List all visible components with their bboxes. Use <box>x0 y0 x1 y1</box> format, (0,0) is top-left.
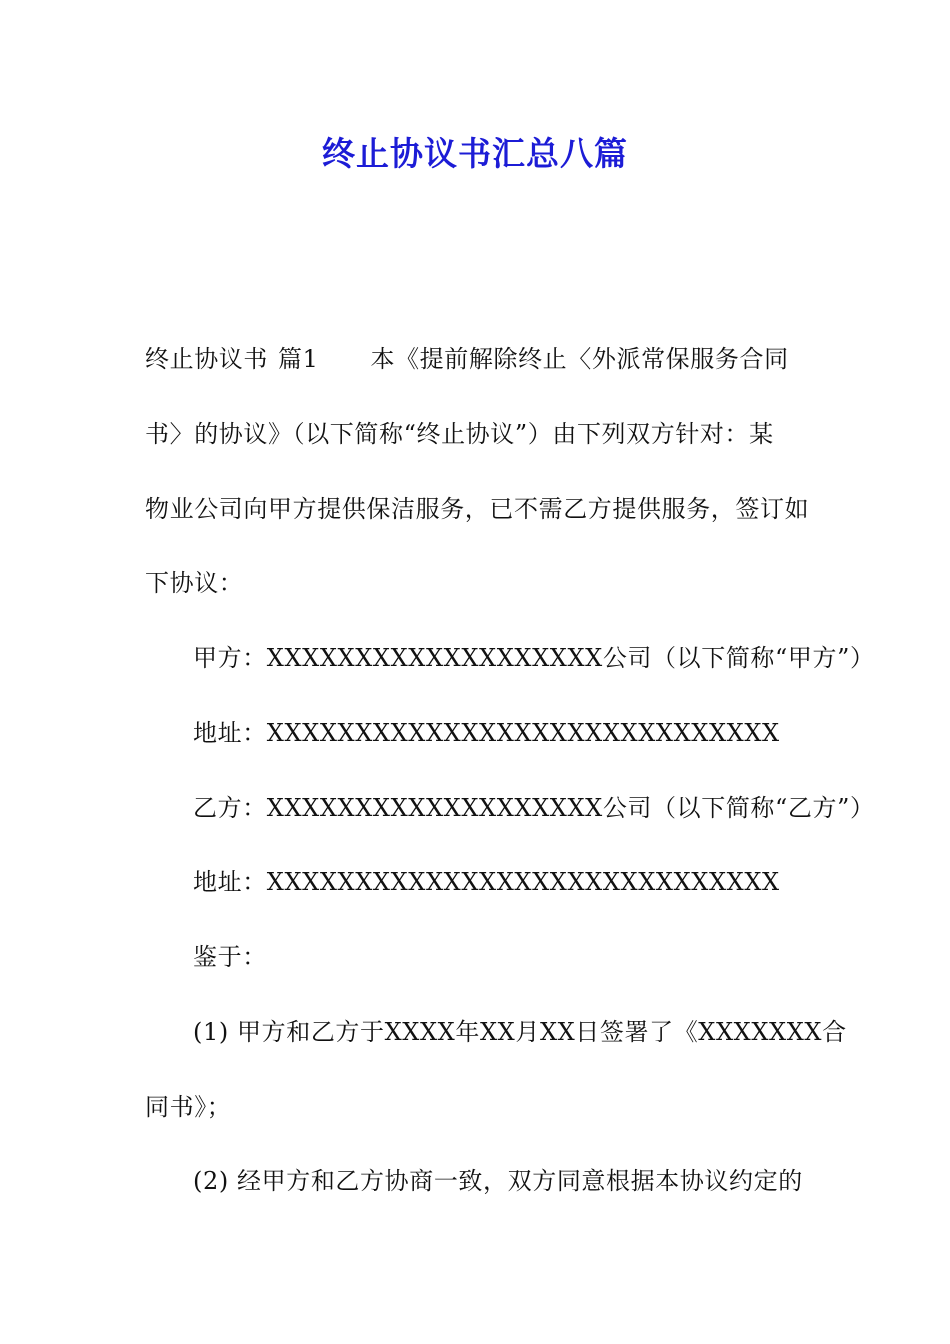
party-a-address-line: 地址：XXXXXXXXXXXXXXXXXXXXXXXXXXXXX <box>193 719 780 747</box>
party-a-line: 甲方：XXXXXXXXXXXXXXXXXXX公司（以下简称“甲方”） <box>193 644 875 672</box>
document-title: 终止协议书汇总八篇 <box>322 134 628 173</box>
paragraph-line-3: 物业公司向甲方提供保洁服务，已不需乙方提供服务，签订如 <box>145 495 810 523</box>
party-b-line: 乙方：XXXXXXXXXXXXXXXXXXX公司（以下简称“乙方”） <box>193 794 875 822</box>
clause-2-line: (2) 经甲方和乙方协商一致，双方同意根据本协议约定的 <box>193 1167 803 1195</box>
agreement-heading: 终止协议书 <box>145 345 268 373</box>
paragraph-line-2: 书〉的协议》（以下简称“终止协议”）由下列双方针对：某 <box>145 420 774 448</box>
paragraph-line-4: 下协议： <box>145 569 244 597</box>
clause-1-continuation: 同书》； <box>145 1093 232 1121</box>
clause-1-line: (1) 甲方和乙方于XXXX年XX月XX日签署了《XXXXXXX合 <box>193 1018 847 1046</box>
paragraph-text: 本《提前解除终止〈外派常保服务合同 <box>370 345 789 373</box>
whereas-line: 鉴于： <box>193 943 267 971</box>
party-b-address-line: 地址：XXXXXXXXXXXXXXXXXXXXXXXXXXXXX <box>193 868 780 896</box>
paragraph-line-1 <box>145 343 810 375</box>
section-label: 篇1 <box>278 345 319 373</box>
